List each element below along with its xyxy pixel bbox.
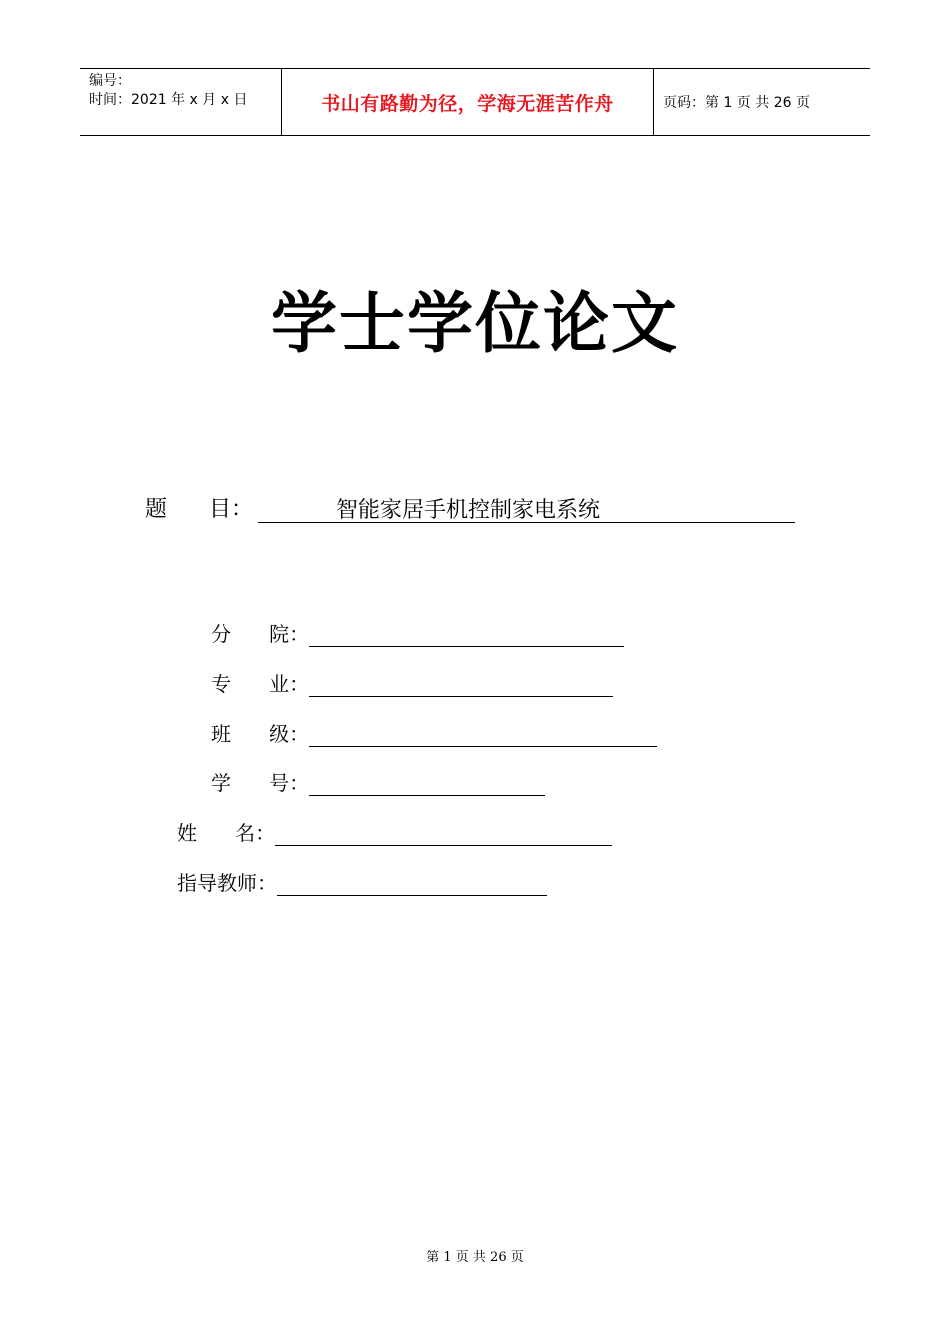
field-class-label: 班 级： [211,722,310,746]
field-advisor-line [277,871,547,896]
field-name [177,817,612,846]
header-page-info: 页码：第 1 页 共 26 页 [663,95,810,111]
topic-label: 题 目： [145,497,253,522]
header-motto: 书山有路勤为径，学海无涯苦作舟 [321,92,614,115]
page-footer: 第 1 页 共 26 页 [426,1250,524,1265]
field-class-line [309,722,657,747]
field-student-id-line [309,771,545,796]
field-major [211,668,613,697]
field-advisor [177,867,547,896]
field-name-line [275,821,612,846]
field-student-id [211,767,545,796]
field-college [211,618,624,647]
field-name-label: 姓 名： [177,821,276,845]
field-major-label: 专 业： [211,672,310,696]
document-date: 时间：2021 年 x 月 x 日 [89,92,248,108]
topic-value: 智能家居手机控制家电系统 [258,493,795,523]
thesis-title: 学士学位论文 [271,285,679,362]
field-college-line [309,622,624,647]
document-header [80,68,870,136]
header-motto-cell [281,69,654,135]
header-meta [80,69,281,135]
field-advisor-label: 指导教师： [177,871,277,895]
field-class [211,718,657,747]
field-major-line [309,672,613,697]
topic-row [145,492,795,523]
field-student-id-label: 学 号： [211,771,310,795]
document-number-label: 编号： [89,73,131,89]
field-college-label: 分 院： [211,622,310,646]
